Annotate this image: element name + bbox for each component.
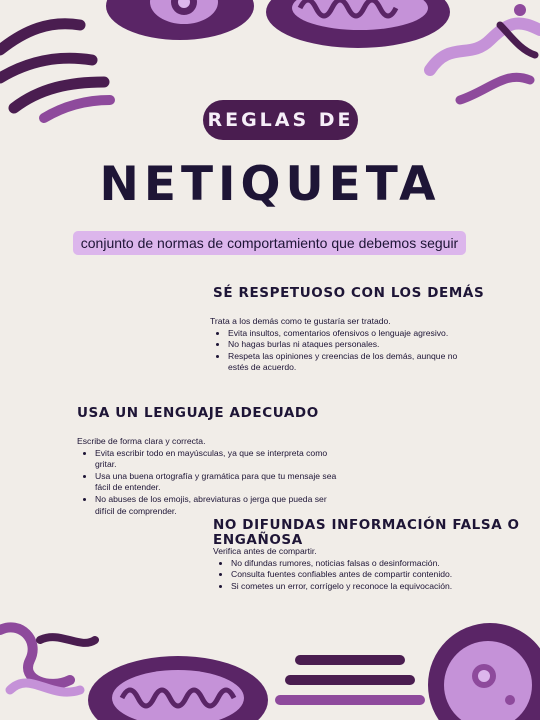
section-body-respeto [210,316,460,374]
list-item: • Respeta las opiniones y creencias de los demás, aunque no estés de acuerdo. [228,351,460,374]
list-item: • Evita insultos, comentarios ofensivos o lenguaje agresivo. [228,328,460,340]
bottom-right-cell [428,623,540,720]
list-item: • No hagas burlas ni ataques personales. [228,339,460,351]
section-list [213,558,475,593]
bottom-right-stripes [280,660,420,700]
section-heading-informacion: NO DIFUNDAS INFORMACIÓN FALSA O ENGAÑOSA [213,517,520,548]
list-item: • Si cometes un error, corrígelo y reconoce la equivocación. [231,581,475,593]
list-item: • Usa una buena ortografía y gramática para que tu mensaje sea fácil de entender. [95,471,340,494]
bottom-mitochondria [88,656,268,720]
section-body-lenguaje [77,436,340,517]
list-item: • Evita escribir todo en mayúsculas, ya que se interpreta como gritar. [95,448,340,471]
top-mitochondria-left [106,0,254,40]
bottom-left-squiggles [0,627,95,692]
section-intro: Escribe de forma clara y correcta. [77,436,206,446]
list-item: • No difundas rumores, noticias falsas o desinformación. [231,558,475,570]
section-body-informacion [213,546,475,592]
section-list [77,448,340,518]
top-left-squiggles [0,24,110,118]
section-list [210,328,460,374]
badge-text: REGLAS DE [207,109,354,131]
section-heading-respeto: SÉ RESPETUOSO CON LOS DEMÁS [213,285,485,301]
section-heading-lenguaje: USA UN LENGUAJE ADECUADO [77,405,319,421]
list-item: • Consulta fuentes confiables antes de compartir contenido. [231,569,475,581]
section-intro: Verifica antes de compartir. [213,546,317,556]
page-subtitle: conjunto de normas de comportamiento que debemos seguir [73,231,466,255]
top-mitochondria-right [266,0,450,48]
section-intro: Trata a los demás como te gustaría ser tratado. [210,316,391,326]
page-title: NETIQUETA [99,157,441,212]
reglas-de-badge [203,100,358,140]
list-item: • No abuses de los emojis, abreviaturas o jerga que pueda ser difícil de comprender. [95,494,340,517]
